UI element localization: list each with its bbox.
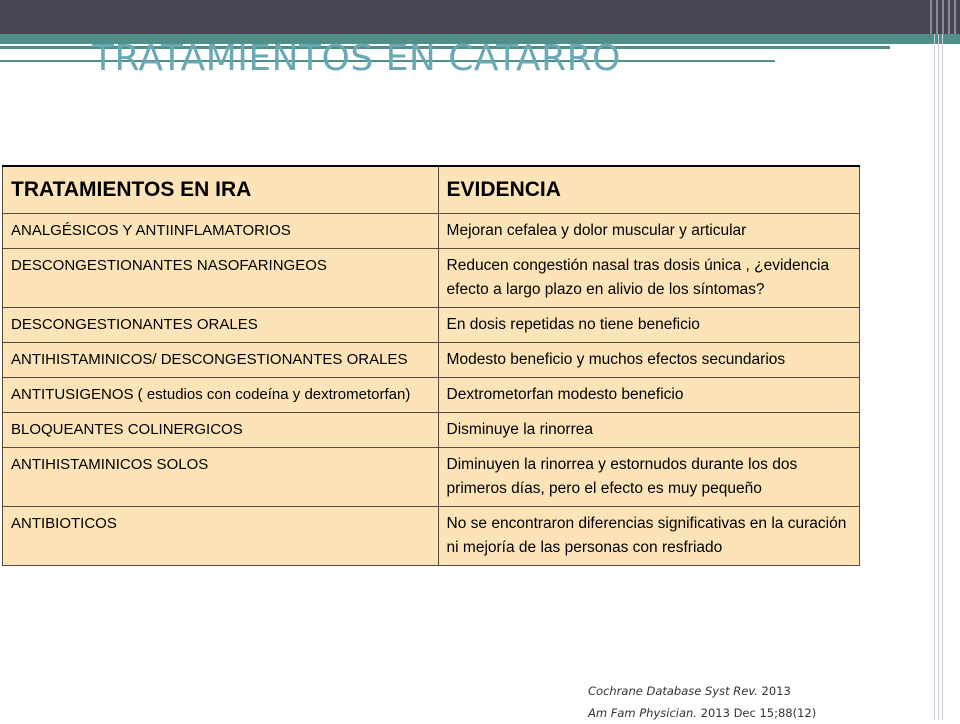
- evidence-cell: Reducen congestión nasal tras dosis única , ¿evidencia efecto a largo plazo en alivio de los síntomas?: [438, 249, 859, 308]
- treatment-table: [2, 165, 860, 566]
- evidence-cell: Diminuyen la rinorrea y estornudos durante los dos primeros días, pero el efecto es muy pequeño: [438, 448, 859, 507]
- table-row: [3, 507, 860, 566]
- table-row: [3, 249, 860, 308]
- header-treatment: TRATAMIENTOS EN IRA: [3, 166, 439, 214]
- evidence-cell: Modesto beneficio y muchos efectos secundarios: [438, 343, 859, 378]
- table-row: [3, 413, 860, 448]
- treatment-cell: ANTIBIOTICOS: [3, 507, 439, 566]
- reference-line: [588, 680, 816, 702]
- treatment-cell: ANTIHISTAMINICOS/ DESCONGESTIONANTES ORALES: [3, 343, 439, 378]
- table-row: [3, 343, 860, 378]
- header-evidence: EVIDENCIA: [438, 166, 859, 214]
- reference-journal: Cochrane Database Syst Rev.: [588, 684, 758, 698]
- top-banner: [0, 0, 960, 34]
- table-row: [3, 448, 860, 507]
- reference-detail: 2013 Dec 15;88(12): [700, 706, 817, 720]
- evidence-cell: En dosis repetidas no tiene beneficio: [438, 308, 859, 343]
- evidence-cell: No se encontraron diferencias significativas en la curación ni mejoría de las personas con resfriado: [438, 507, 859, 566]
- table-row: [3, 308, 860, 343]
- slide-title: TRATAMIENTOS EN CATARRO: [92, 38, 621, 79]
- side-stripes: [934, 34, 946, 720]
- table-row: [3, 378, 860, 413]
- banner-stripes: [930, 0, 960, 34]
- references: [588, 680, 816, 724]
- evidence-cell: Dextrometorfan modesto beneficio: [438, 378, 859, 413]
- evidence-cell: Disminuye la rinorrea: [438, 413, 859, 448]
- treatment-cell: ANALGÉSICOS Y ANTIINFLAMATORIOS: [3, 214, 439, 249]
- treatment-cell: DESCONGESTIONANTES NASOFARINGEOS: [3, 249, 439, 308]
- treatment-cell: BLOQUEANTES COLINERGICOS: [3, 413, 439, 448]
- reference-journal: Am Fam Physician.: [588, 706, 697, 720]
- table-header-row: [3, 166, 860, 214]
- table-row: [3, 214, 860, 249]
- reference-line: [588, 702, 816, 724]
- evidence-cell: Mejoran cefalea y dolor muscular y articular: [438, 214, 859, 249]
- treatment-cell: ANTIHISTAMINICOS SOLOS: [3, 448, 439, 507]
- treatment-cell: ANTITUSIGENOS ( estudios con codeína y dextrometorfan): [3, 378, 439, 413]
- reference-detail: 2013: [761, 684, 791, 698]
- treatment-cell: DESCONGESTIONANTES ORALES: [3, 308, 439, 343]
